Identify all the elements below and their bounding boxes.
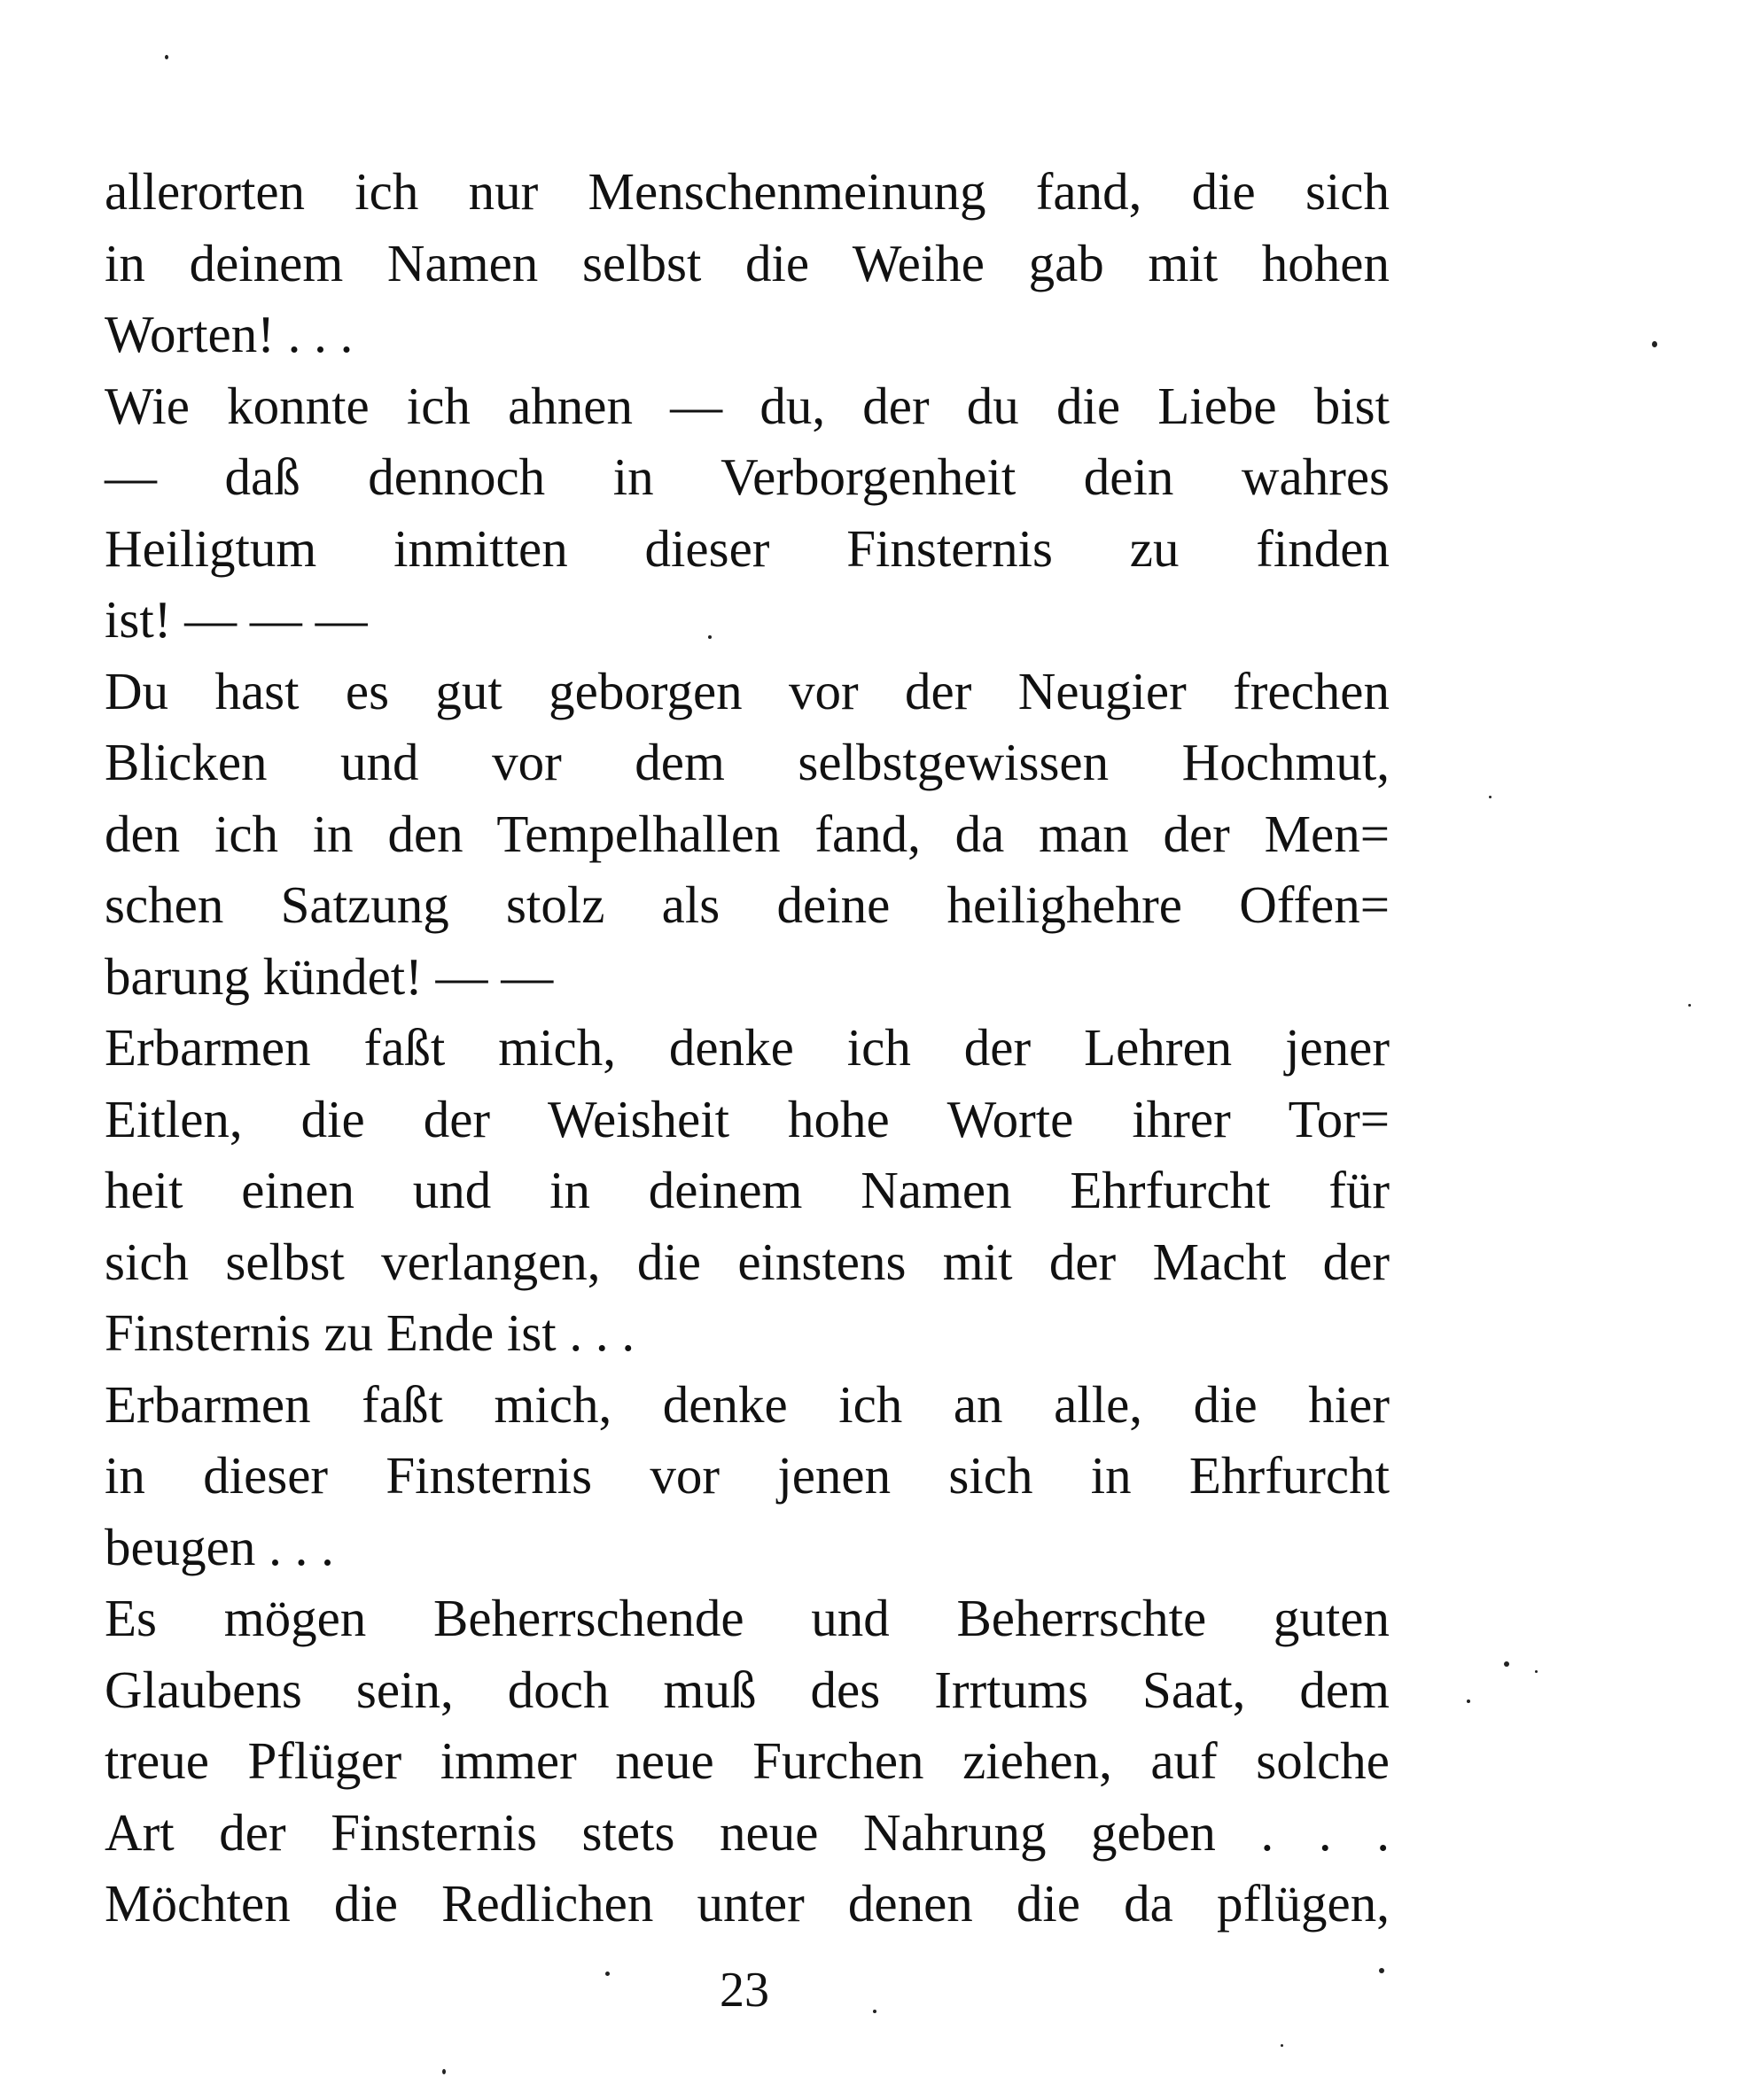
text-line: beugen . . . [105,1517,334,1576]
text-line: — daß dennoch in Verborgenheit dein wahres [105,447,1390,506]
text-line: heit einen und in deinem Namen Ehrfurcht für [105,1161,1390,1219]
body-text [105,156,1390,1940]
text-line: treue Pflüger immer neue Furchen ziehen, auf solche [105,1731,1390,1790]
scan-speck [1504,1661,1509,1667]
text-line: Es mögen Beherrschende und Beherrschte guten [105,1589,1390,1647]
scan-speck [1489,796,1492,798]
text-line: in dieser Finsternis vor jenen sich in Ehrfurcht [105,1446,1390,1505]
scan-speck [873,2010,876,2013]
page-number: 23 [720,1963,769,2018]
scan-speck [1467,1699,1470,1703]
text-line: Heiligtum inmitten dieser Finsternis zu finden [105,518,1390,578]
scan-speck [1688,1004,1691,1007]
text-line: Art der Finsternis stets neue Nahrung geben . . . [105,1802,1390,1862]
text-line: Du hast es gut geborgen vor der Neugier frechen [105,661,1390,720]
scan-speck [1652,341,1657,347]
scan-speck [708,635,712,639]
text-line: Erbarmen faßt mich, denke ich an alle, die hier [105,1374,1390,1434]
text-line: Eitlen, die der Weisheit hohe Worte ihrer Tor= [105,1089,1390,1148]
text-line: Blicken und vor dem selbstgewissen Hochmut, [105,733,1390,791]
text-line: sich selbst verlangen, die einstens mit der Macht der [105,1232,1390,1291]
text-line: schen Satzung stolz als deine heilighehre Offen= [105,875,1390,934]
scan-speck [1535,1670,1538,1673]
text-line: Glaubens sein, doch muß des Irrtums Saat, dem [105,1660,1390,1719]
text-line: Wie konnte ich ahnen — du, der du die Liebe bist [105,376,1390,435]
scan-speck [1379,1968,1384,1973]
scan-speck [1281,2044,1283,2047]
text-line: barung kündet! — — [105,946,554,1006]
scan-speck [165,55,168,59]
text-line: in deinem Namen selbst die Weihe gab mit hohen [105,233,1390,292]
text-line: allerorten ich nur Menschenmeinung fand, die sich [105,162,1390,221]
scan-speck [605,1972,610,1976]
text-line: Erbarmen faßt mich, denke ich der Lehren jener [105,1018,1390,1077]
scan-speck [442,2069,446,2074]
text-line: ist! — — — [105,590,368,649]
text-line: Worten! . . . [105,305,354,363]
text-line: den ich in den Tempelhallen fand, da man der Men= [105,804,1390,863]
text-line: Möchten die Redlichen unter denen die da pflügen, [105,1874,1390,1933]
text-line: Finsternis zu Ende ist . . . [105,1303,635,1362]
